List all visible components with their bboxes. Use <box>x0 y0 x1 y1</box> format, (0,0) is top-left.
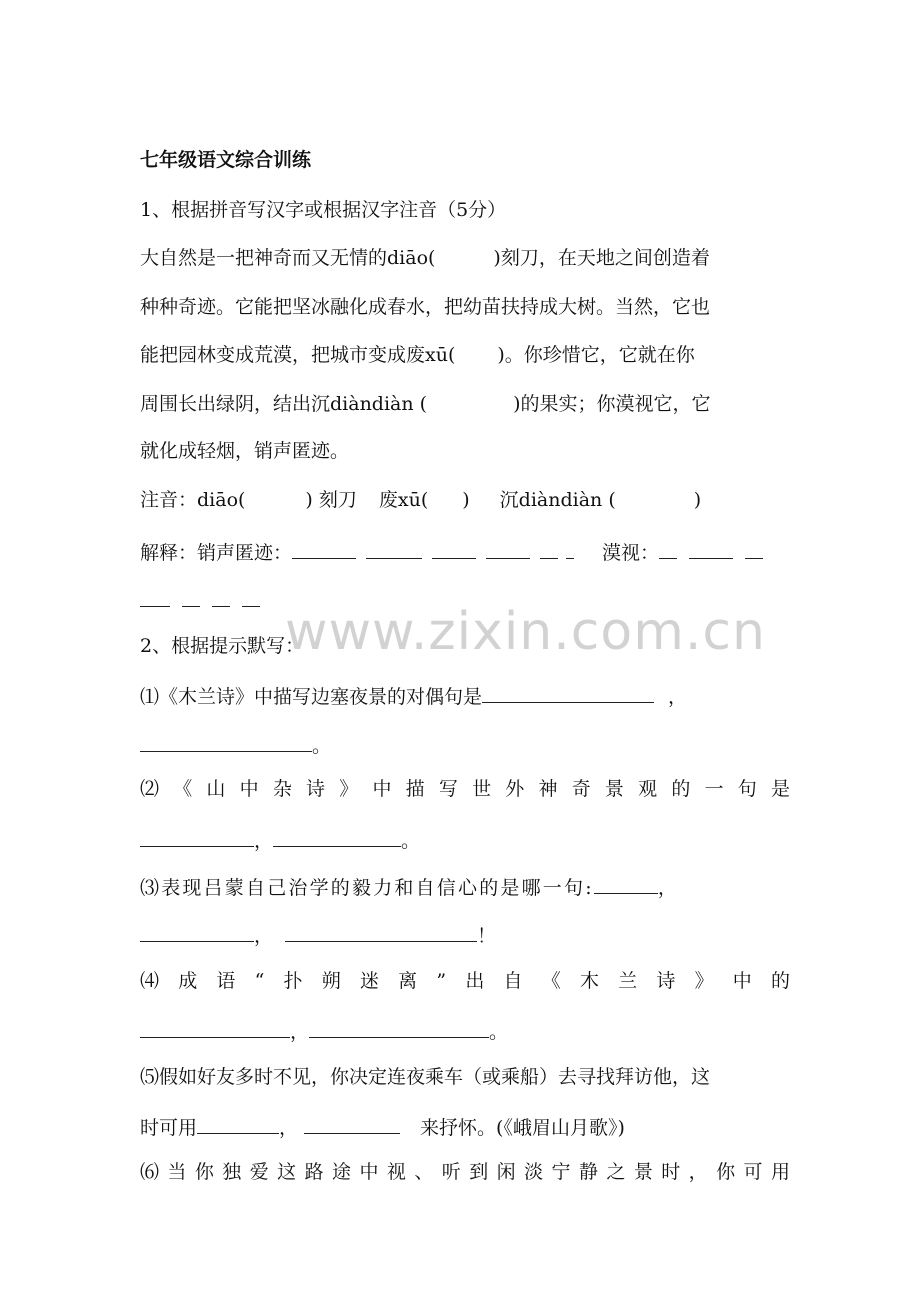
q1-p4b: )的果实；你漠视它，它 <box>513 393 711 415</box>
answer-blank[interactable] <box>745 538 763 559</box>
answer-blank[interactable] <box>242 586 260 607</box>
q2-item-5-continued <box>140 1113 790 1140</box>
answer-blank[interactable] <box>659 538 677 559</box>
q1-para-line-2: 种种奇迹。它能把坚冰融化成春水，把幼苗扶持成大树。当然，它也 <box>140 296 711 318</box>
q2-i5mid: ， <box>279 1117 299 1139</box>
q2-i3end: ！ <box>477 925 497 947</box>
zhuyin-f: ) <box>693 489 702 511</box>
zhuyin-label: 注音：diāo( <box>140 489 246 511</box>
q1-heading: 1、根据拼音写汉字或根据汉字注音（5分） <box>140 199 507 221</box>
q2-item-5: ⑸假如好友多时不见，你决定连夜乘车（或乘船）去寻找拜访他，这 <box>140 1066 711 1088</box>
q2-i5end: 来抒怀。(《峨眉山月歌》) <box>420 1117 625 1139</box>
q2-item-4: ⑷成语“扑朔迷离”出自《木兰诗》中的 <box>140 970 790 992</box>
q1-p4a: 周围长出绿阴，结出沉diàndiàn ( <box>140 393 428 415</box>
answer-blank[interactable] <box>140 826 254 847</box>
q1-para-line-5: 就化成轻烟，销声匿迹。 <box>140 440 350 462</box>
answer-blank[interactable] <box>366 538 422 559</box>
q2-item-4-continued <box>140 1017 790 1044</box>
answer-blank[interactable] <box>304 1113 400 1134</box>
answer-blank[interactable] <box>540 538 558 559</box>
q1-p3a: 能把园林变成荒漠，把城市变成废xū( <box>140 344 456 366</box>
zhuyin-e: 沉diàndiàn ( <box>499 489 616 511</box>
answer-blank[interactable] <box>285 921 477 942</box>
q2-item-3-continued <box>140 921 790 948</box>
answer-blank[interactable] <box>140 586 170 607</box>
answer-blank[interactable] <box>566 538 574 559</box>
q1-jieshi-line <box>140 538 790 565</box>
q1-zhuyin-line <box>140 488 790 512</box>
q1-para-line-1 <box>140 246 790 270</box>
jieshi-label: 解释：销声匿迹： <box>140 542 293 564</box>
q2-i1end: 。 <box>312 735 332 757</box>
answer-blank[interactable] <box>482 682 654 703</box>
q2-i5b: 时可用 <box>140 1117 198 1139</box>
q2-i2end: 。 <box>401 830 421 852</box>
q2-i1b: ， <box>668 686 688 708</box>
q2-item-2: ⑵《山中杂诗》中描写世外神奇景观的一句是 <box>140 778 790 800</box>
zhuyin-c: 废xū( <box>378 489 429 511</box>
q2-i3mid: ， <box>254 925 274 947</box>
q1-para-line-4 <box>140 392 790 416</box>
q2-item-3 <box>140 873 790 900</box>
answer-blank[interactable] <box>273 826 401 847</box>
answer-blank[interactable] <box>689 538 733 559</box>
answer-blank[interactable] <box>140 1017 290 1038</box>
q1-p3b: )。你珍惜它，它就在你 <box>497 344 695 366</box>
zhuyin-b: ) 刻刀 <box>305 489 357 511</box>
q2-i2mid: ， <box>254 830 274 852</box>
q2-item-6: ⑹当你独爱这路途中视、听到闲淡宁静之景时，你可用 <box>140 1161 790 1183</box>
answer-blank[interactable] <box>292 538 356 559</box>
answer-blank[interactable] <box>594 873 658 894</box>
zhuyin-d: ) <box>462 489 470 511</box>
q2-i3a: ⑶表现吕蒙自己治学的毅力和自信心的是哪一句: <box>140 877 594 899</box>
answer-blank[interactable] <box>197 1113 279 1134</box>
q2-item-1-continued <box>140 731 790 758</box>
answer-blank[interactable] <box>432 538 476 559</box>
q2-i4end: 。 <box>489 1021 509 1043</box>
q1-para-line-3 <box>140 343 790 367</box>
q2-i3b: ， <box>657 877 677 899</box>
answer-blank[interactable] <box>140 731 312 752</box>
q2-item-2-continued <box>140 826 790 853</box>
q2-i1a: ⑴《木兰诗》中描写边塞夜景的对偶句是 <box>140 686 483 708</box>
answer-blank[interactable] <box>140 921 254 942</box>
jieshi-b: 漠视： <box>602 542 660 564</box>
answer-blank[interactable] <box>182 586 200 607</box>
answer-blank[interactable] <box>486 538 530 559</box>
q1-p1a: 大自然是一把神奇而又无情的diāo( <box>140 247 436 269</box>
watermark: www.zixin.com.cn <box>285 602 766 662</box>
document-title: 七年级语文综合训练 <box>140 149 312 171</box>
q1-p1b: )刻刀，在天地之间创造着 <box>493 247 710 269</box>
q2-heading: 2、根据提示默写： <box>140 635 305 657</box>
answer-blank[interactable] <box>309 1017 489 1038</box>
answer-blank[interactable] <box>212 586 230 607</box>
q2-item-1 <box>140 682 790 709</box>
q2-i4mid: ， <box>290 1021 310 1043</box>
